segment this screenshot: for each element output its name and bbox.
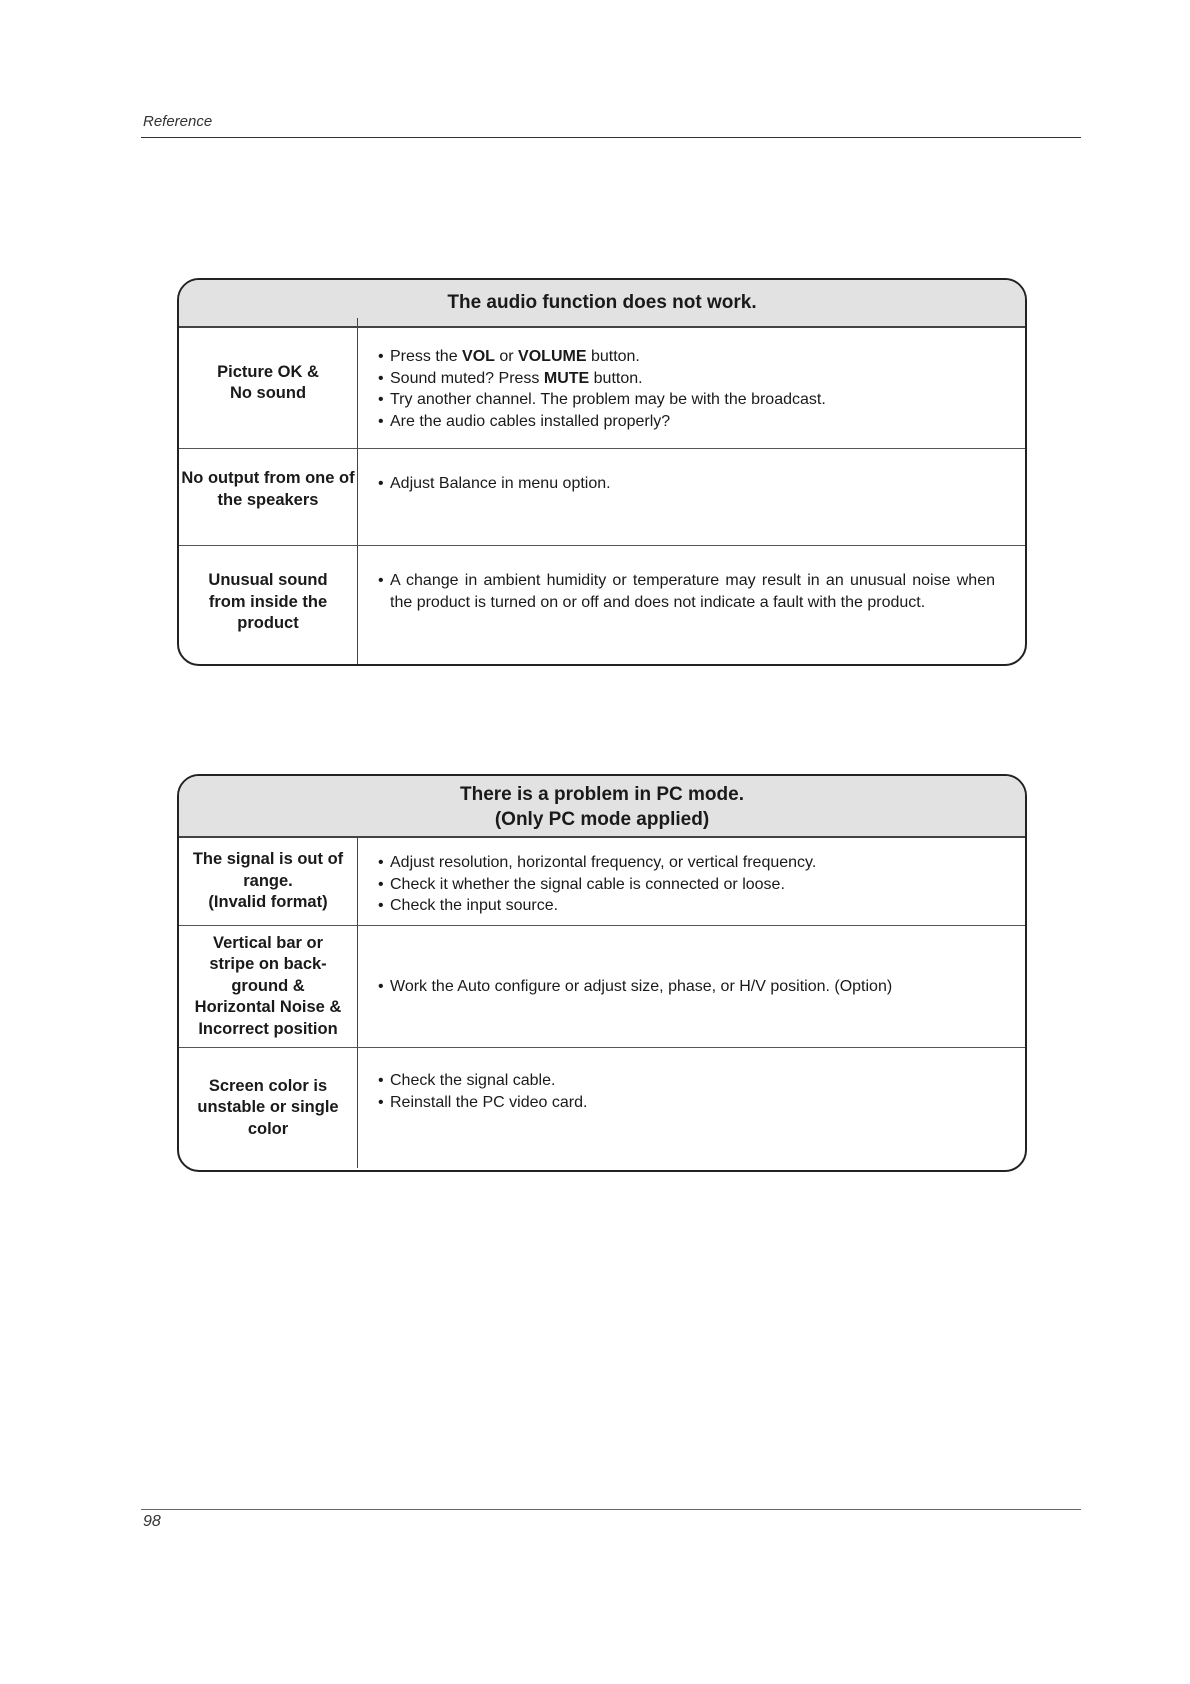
table-row [179, 838, 1025, 926]
remedy-cell [358, 449, 1025, 545]
cause-line: Horizontal Noise & [194, 998, 342, 1017]
footer-rule [141, 1509, 1081, 1510]
remedy-item: • Work the Auto configure or adjust size, phase, or H/V position. (Option) [378, 976, 892, 998]
section-label: Reference [143, 113, 213, 130]
cause-line: The signal is out of [192, 850, 344, 869]
audio-table-title: The audio function does not work. [179, 280, 1025, 328]
pc-table-title [179, 776, 1025, 838]
remedy-item: • Try another channel. The problem may be with the broadcast. [378, 389, 995, 411]
page-number: 98 [143, 1513, 161, 1530]
remedy-item: • Adjust resolution, horizontal frequency, or vertical frequency. [378, 852, 995, 874]
cause-text: Picture OK & No sound [217, 362, 319, 402]
audio-troubleshooting-table [177, 278, 1027, 666]
cause-cell [179, 546, 358, 664]
table-row [179, 449, 1025, 546]
cause-line: Vertical bar or [212, 933, 324, 952]
cause-cell [179, 449, 358, 545]
table-row [179, 328, 1025, 449]
cause-line: (Invalid format) [208, 893, 328, 912]
cause-line: Incorrect position [198, 1019, 338, 1038]
remedy-item: • Press the VOL or VOLUME button. [378, 346, 995, 368]
cause-line: unstable or single [197, 1098, 339, 1117]
cause-cell [179, 1048, 358, 1168]
remedy-item: • Sound muted? Press MUTE button. [378, 368, 995, 390]
remedy-cell [358, 546, 1025, 664]
cause-line: ground & [231, 976, 305, 995]
remedy-cell [358, 926, 1025, 1047]
remedy-cell [358, 1048, 1025, 1168]
cause-line: color [247, 1119, 289, 1138]
cause-cell [179, 926, 358, 1047]
header-rule [141, 137, 1081, 138]
remedy-item: • A change in ambient humidity or temperature may result in an unusual noise when the product is turned on or off and does not indicate a fault with the product. [378, 570, 995, 613]
remedy-item: • Check the input source. [378, 895, 995, 917]
cause-cell [179, 318, 358, 448]
remedy-cell [358, 328, 1025, 448]
table-row [179, 546, 1025, 664]
cause-cell [179, 838, 358, 925]
pc-table-title-line: There is a problem in PC mode. [459, 784, 744, 805]
cause-text: No output from one of the speakers [181, 469, 355, 509]
remedy-item: • Reinstall the PC video card. [378, 1092, 995, 1114]
pc-mode-troubleshooting-table [177, 774, 1027, 1172]
pc-table-subtitle-line: (Only PC mode applied) [494, 809, 710, 830]
remedy-cell [358, 838, 1025, 925]
remedy-item: • Are the audio cables installed properly? [378, 411, 995, 433]
cause-line: range. [243, 871, 293, 890]
cause-line: Screen color is [208, 1076, 328, 1095]
table-row [179, 926, 1025, 1048]
table-row [179, 1048, 1025, 1168]
remedy-item: • Check it whether the signal cable is connected or loose. [378, 874, 995, 896]
cause-text: Unusual sound from inside the product [208, 571, 328, 632]
remedy-item: • Check the signal cable. [378, 1070, 995, 1092]
cause-line: stripe on back- [209, 955, 327, 974]
remedy-item: • Adjust Balance in menu option. [378, 473, 995, 495]
